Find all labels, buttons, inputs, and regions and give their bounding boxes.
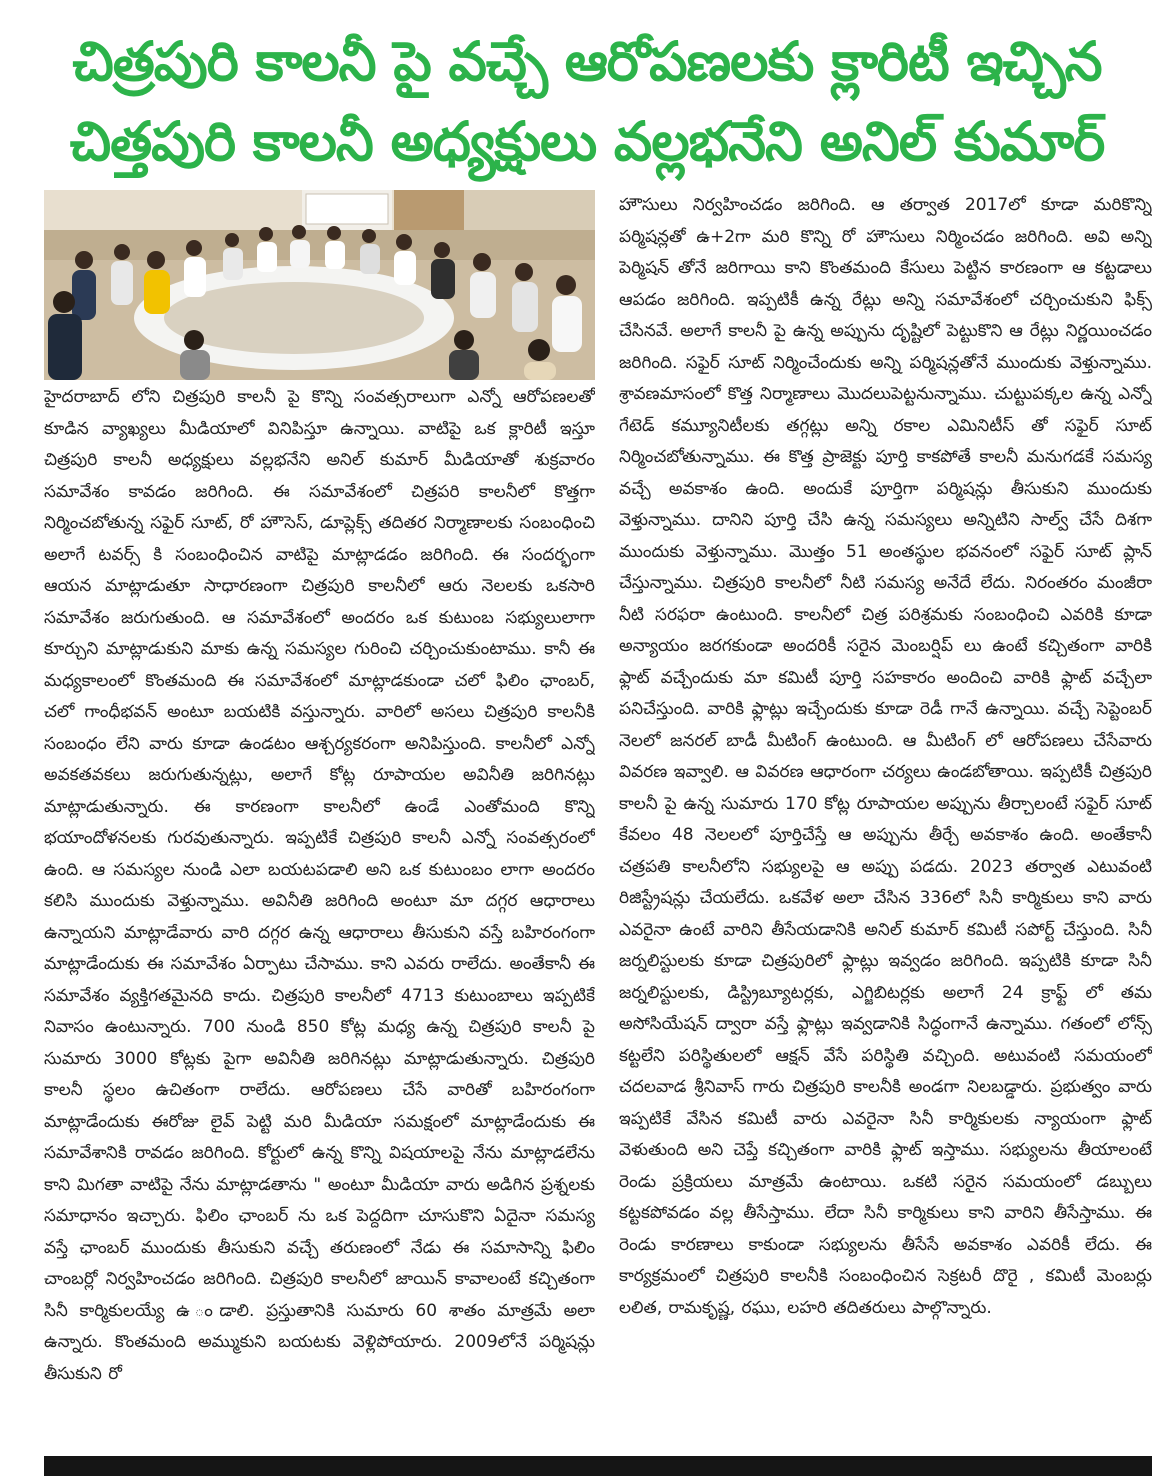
headline-line-1: చిత్రపురి కాలనీ పై వచ్చే ఆరోపణలకు క్లారిటీ ఇచ్చిన [72,30,1102,93]
article-column-left [44,382,595,1442]
headline-line-2: చిత్తపురి కాలనీ అధ్యక్షులు వల్లభనేని అనిల్ కుమార్ [69,110,1105,173]
article-column-right [619,190,1152,1442]
next-image-strip [44,1456,1152,1476]
cut-off-text-fragment [628,0,632,12]
meeting-photo [44,190,595,380]
headline [0,22,1174,182]
previous-page-fragment [0,0,1174,14]
article-text-left: హైదరాబాద్ లోని చిత్రపురి కాలనీ పై కొన్ని సంవత్సరాలుగా ఎన్నో ఆరోపణలతో కూడిన వ్యాఖ్యలు మీడియాలో వినిపిస్తూ ఉన్నాయి. వాటిపై ఒక క్లారిటీ ఇస్తూ చిత్రపురి కాలనీ అధ్యక్షులు వల్లభనేని అనిల్ కుమార్ మీడియాతో శుక్రవారం సమావేశం కావడం జరిగింది. ఈ సమావేశంలో చిత్రపరి కాలనీలో కొత్తగా నిర్మించబోతున్న సఫైర్ సూట్, రో హౌసెస్, డూప్లెక్స్ తదితర నిర్మాణాలకు సంబంధించి అలాగే టవర్స్ కి సంబంధించిన వాటిపై మాట్లాడడం జరిగింది. ఈ సందర్భంగా ఆయన మాట్లాడుతూ సాధారణంగా చిత్రపురి కాలనీలో ఆరు నెలలకు ఒకసారి సమావేశం జరుగుతుంది. ఆ సమావేశంలో అందరం ఒక కుటుంబ సభ్యులులాగా కూర్చుని మాట్లాడుకుని మాకు ఉన్న సమస్యల గురించి చర్చించుకుంటాము. కానీ ఈ మధ్యకాలంలో కొంతమంది ఈ సమావేశంలో మాట్లాడకుండా చలో ఫిలిం ఛాంబర్, చలో గాంధీభవన్ అంటూ బయటికి వస్తున్నారు. వారిలో అసలు చిత్రపురి కాలనీకి సంబంధం లేని వారు కూడా ఉండటం ఆశ్చర్యకరంగా అనిపిస్తుంది. కాలనీలో ఎన్నో అవకతవకలు జరుగుతున్నట్లు, అలాగే కోట్ల రూపాయల అవినీతి జరిగినట్లు మాట్లాడుతున్నారు. ఈ కారణంగా కాలనీలో ఉండే ఎంతోమంది కొన్ని భయాందోళనలకు గురవుతున్నారు. ఇప్పటికే చిత్రపురి కాలనీ ఎన్నో సంవత్సరంలో ఉంది. ఆ సమస్యల నుండి ఎలా బయటపడాలి అని ఒక కుటుంబం లాగా అందరం కలిసి ముందుకు వెళ్తున్నాము. అవినీతి జరిగింది అంటూ మా దగ్గర ఆధారాలు ఉన్నాయని మాట్లాడేవారు వారి దగ్గర ఉన్న ఆధారాలు తీసుకుని వస్తే బహిరంగంగా మాట్లాడేందుకు ఈ సమావేశం ఏర్పాటు చేసాము. కాని ఎవరు రాలేదు. అంతేకానీ ఈ సమావేశం వ్యక్తిగతమైనది కాదు. చిత్రపురి కాలనీలో 4713 కుటుంబాలు ఇప్పటికే నివాసం ఉంటున్నారు. 700 నుండి 850 కోట్ల మధ్య ఉన్న చిత్రపురి కాలనీ పై సుమారు 3000 కోట్లకు పైగా అవినీతి జరిగినట్లు మాట్లాడుతున్నారు. చిత్రపురి కాలనీ స్థలం ఉచితంగా రాలేదు. ఆరోపణలు చేసే వారితో బహిరంగంగా మాట్లాడేందుకు ఈరోజు లైవ్ పెట్టి మరి మీడియా సమక్షంలో మాట్లాడేందుకు ఈ సమావేశానికి రావడం జరిగింది. కోర్టులో ఉన్న కొన్ని విషయాలపై నేను మాట్లాడలేను కాని మిగతా వాటిపై నేను మాట్లాడతాను " అంటూ మీడియా వారు అడిగిన ప్రశ్నలకు సమాధానం ఇచ్చారు. ఫిలిం ఛాంబర్ ను ఒక పెద్దదిగా చూసుకొని ఏదైనా సమస్య వస్తే ఛాంబర్ ముందుకు తీసుకుని వచ్చే తరుణంలో నేడు ఈ సమాసాన్ని ఫిలిం చాంబర్లో నిర్వహించడం జరిగింది. చిత్రపురి కాలనీలో జాయిన్ కావాలంటే కచ్చితంగా సినీ కార్మికులయ్యే ఉ ండాలి. ప్రస్తుతానికి సుమారు 60 శాతం మాత్రమే అలా ఉన్నారు. కొంతమంది అమ్ముకుని బయటకు వెళ్లిపోయారు. 2009లోనే పర్మిషన్లు తీసుకుని రో [44,387,595,1384]
article-text-right: హౌసులు నిర్వహించడం జరిగింది. ఆ తర్వాత 2017లో కూడా మరికొన్ని పర్మిషన్లతో ఉ+2గా మరి కొన్ని రో హౌసులు నిర్మించడం జరిగింది. అవి అన్ని పెర్మిషన్ తోనే జరిగాయి కాని కొంతమంది కేసులు పెట్టిన కారణంగా ఆ కట్టడాలు ఆపడం జరిగింది. ఇప్పటికీ ఉన్న రేట్లు అన్ని సమావేశంలో చర్చించుకుని ఫిక్స్ చేసినవే. అలాగే కాలనీ పై ఉన్న అప్పును దృష్టిలో పెట్టుకొని ఆ రేట్లు నిర్ణయించడం జరిగింది. సఫైర్ సూట్ నిర్మించేందుకు అన్ని పర్మిషన్లతోనే ముందుకు వెళ్తున్నాము. శ్రావణమాసంలో కొత్త నిర్మాణాలు మొదలుపెట్టనున్నాము. చుట్టుపక్కల ఉన్న ఎన్నో గేటెడ్ కమ్యూనిటీలకు తగ్గట్లు అన్ని రకాల ఎమినిటీస్ తో సఫైర్ సూట్ నిర్మించబోతున్నాము. ఈ కొత్త ప్రాజెక్టు పూర్తి కాకపోతే కాలనీ మనుగడకే సమస్య వచ్చే అవకాశం ఉంది. అందుకే పూర్తిగా పర్మిషన్లు తీసుకుని ముందుకు వెళ్తున్నాము. దానిని పూర్తి చేసి ఉన్న సమస్యలు అన్నిటిని సాల్వ్ చేసే దిశగా ముందుకు వెళ్తున్నాము. మొత్తం 51 అంతస్థుల భవనంలో సఫైర్ సూట్ ప్లాన్ చేస్తున్నాము. చిత్రపురి కాలనీలో నీటి సమస్య అనేదే లేదు. నిరంతరం మంజీరా నీటి సరఫరా ఉంటుంది. కాలనీలో చిత్ర పరిశ్రమకు సంబంధించి ఎవరికి కూడా అన్యాయం జరగకుండా అందరికీ సరైన మెంబర్షిప్ లు ఉంటే కచ్చితంగా వారికి ఫ్లాట్ వచ్చేందుకు మా కమిటీ పూర్తి సహకారం అందించి వారికి ఫ్లాట్ వచ్చేలా పనిచేస్తుంది. వారికి ఫ్లాట్లు ఇచ్చేందుకు కూడా రెడీ గానే ఉన్నాయి. వచ్చే సెప్టెంబర్ నెలలో జనరల్ బాడీ మీటింగ్ ఉంటుంది. ఆ మీటింగ్ లో ఆరోపణలు చేసేవారు వివరణ ఇవ్వాలి. ఆ వివరణ ఆధారంగా చర్యలు ఉండబోతాయి. ఇప్పటికీ చిత్రపురి కాలనీ పై ఉన్న సుమారు 170 కోట్ల రూపాయల అప్పును తీర్చాలంటే సఫైర్ సూట్ కేవలం 48 నెలలలో పూర్తిచేస్తే ఆ అప్పును తీర్చే అవకాశం ఉంది. అంతేకానీ చత్రపతి కాలనీలోని సభ్యులపై ఆ అప్పు పడదు. 2023 తర్వాత ఎటువంటి రిజిస్ట్రేషన్లు చేయలేదు. ఒకవేళ అలా చేసిన 336లో సినీ కార్మికులు కాని వారు ఎవరైనా ఉంటే వారిని తీసేయడానికి అనిల్ కుమార్ కమిటీ సపోర్ట్ చేస్తుంది. సినీ జర్నలిస్టులకు కూడా చిత్రపురిలో ఫ్లాట్లు ఇవ్వడం జరిగింది. ఇప్పటికి కూడా సినీ జర్నలిస్టులకు, డిస్ట్రిబ్యూటర్లకు, ఎగ్జిబిటర్లకు అలాగే 24 క్రాఫ్ట్ లో తమ అసోసియేషన్ ద్వారా వస్తే ఫ్లాట్లు ఇవ్వడానికి సిద్ధంగానే ఉన్నాము. గతంలో లోన్స్ కట్టలేని పరిస్థితులలో ఆక్షన్ వేసే పరిస్థితి వచ్చింది. అటువంటి సమయంలో చదలవాడ శ్రీనివాస్ గారు చిత్రపురి కాలనీకి అండగా నిలబడ్డారు. ప్రభుత్వం వారు ఇప్పటికే వేసిన కమిటీ వారు ఎవరైనా సినీ కార్మికులకు న్యాయంగా ఫ్లాట్ వెళుతుంది అని చెప్తే కచ్చితంగా వారికి ఫ్లాట్ ఇస్తాము. సభ్యులను తీయాలంటే రెండు ప్రక్రియలు మాత్రమే ఉంటాయి. ఒకటి సరైన సమయంలో డబ్బులు కట్టకపోవడం వల్ల తీసేస్తాము. లేదా సినీ కార్మికులు కాని వారిని తీసేస్తాము. ఈ రెండు కారణాలు కాకుండా సభ్యులను తీసేసే అవకాశం ఎవరికీ లేదు. ఈ కార్యక్రమంలో చిత్రపురి కాలనీకి సంబంధించిన సెక్రటరీ దొరై , కమిటీ మెంబర్లు లలిత, రామకృష్ణ, రఘు, లహరి తదితరులు పాల్గొన్నారు. [619,195,1152,1318]
